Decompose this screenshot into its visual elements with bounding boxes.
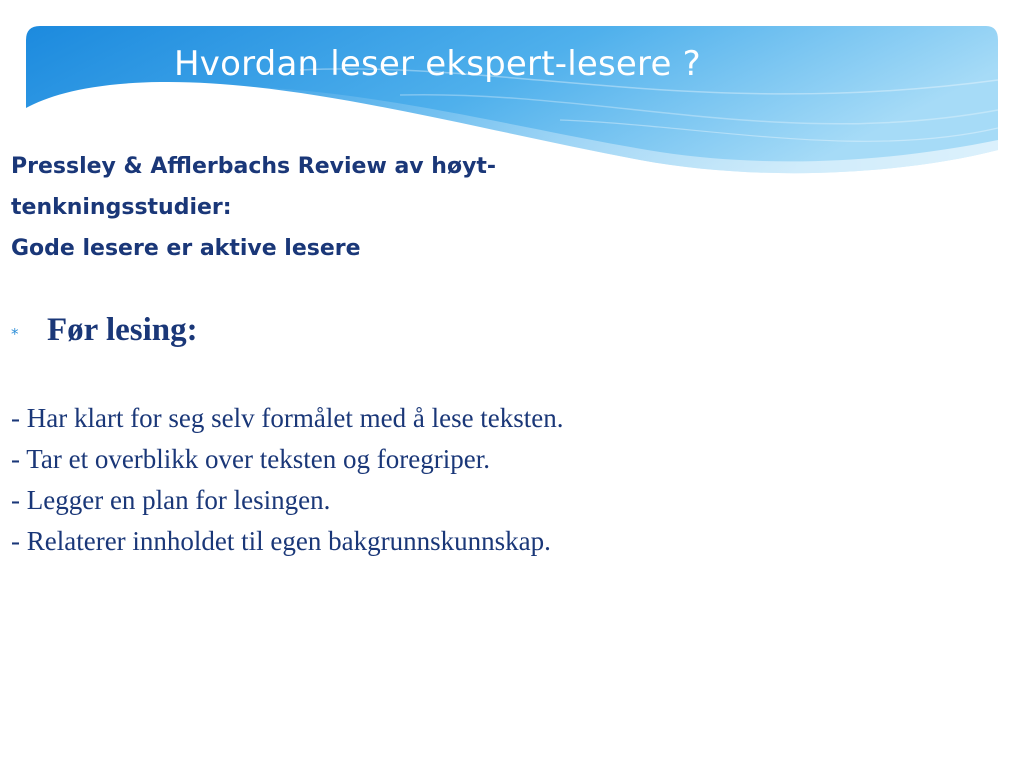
- bullet-item: [11, 312, 198, 349]
- subtitle-line: Gode lesere er aktive lesere: [11, 236, 361, 261]
- list-item: - Relaterer innholdet til egen bakgrunnskunnskap.: [11, 526, 551, 556]
- bullet-heading: Før lesing:: [47, 312, 198, 348]
- subtitle-block: [11, 146, 651, 269]
- points-list: [11, 398, 564, 562]
- asterisk-bullet-icon: *: [11, 324, 19, 343]
- list-item: - Legger en plan for lesingen.: [11, 485, 331, 515]
- subtitle-line: tenkningsstudier:: [11, 195, 232, 220]
- list-item: - Har klart for seg selv formålet med å lese teksten.: [11, 403, 564, 433]
- slide-title: Hvordan leser ekspert-lesere ?: [174, 44, 701, 84]
- list-item: - Tar et overblikk over teksten og foregriper.: [11, 444, 490, 474]
- subtitle-line: Pressley & Afflerbachs Review av høyt-: [11, 154, 497, 179]
